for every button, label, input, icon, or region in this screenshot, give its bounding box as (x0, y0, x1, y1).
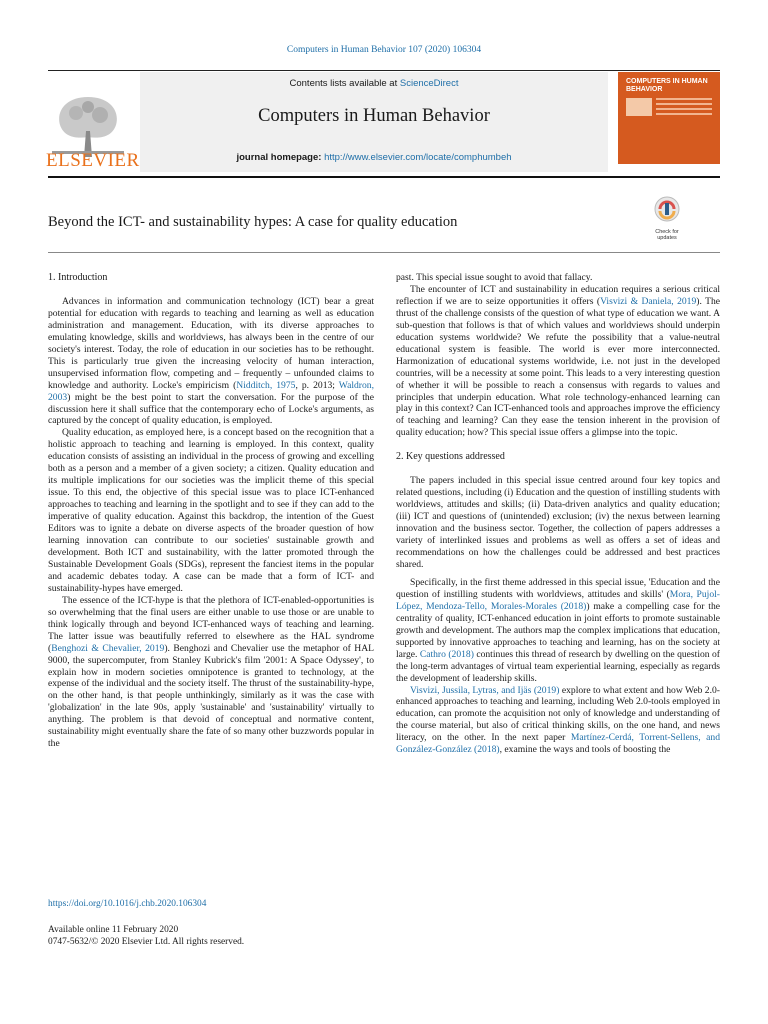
citation-link[interactable]: Visvizi, Jussila, Lytras, and Ijäs (2019) (410, 684, 560, 696)
paragraph: The papers included in this special issue centred around four key topics and related questions, including (i) Education and the question of instilling students with worldviews, attitudes and skills; (ii) Data-driven analytics and quality education; (iii) ICT and questions of (unintended) exclusion; (iv) the nexus between learning innovation and the business sector. Together, the collection of papers addresses a variety of interlinked issues and problems as well as offers a set of ideas and recommendations on how the challenges could be addressed and best practices shared. (396, 475, 721, 570)
sciencedirect-link[interactable]: ScienceDirect (399, 78, 459, 89)
contents-line (140, 78, 608, 89)
citation-link[interactable]: Visvizi & Daniela, 2019 (600, 295, 697, 307)
citation-link[interactable]: Mora, Pujol-López, Mendoza-Tello, Morales-Morales (2018) (396, 588, 720, 612)
citation-link[interactable]: Martínez-Cerdá, Torrent-Sellens, and González-González (2018) (396, 732, 721, 756)
paragraph: The essence of the ICT-hype is that the plethora of ICT-enabled-opportunities is so overwhelming that the final users are either unable to use those or are unable to think logically through and beyond ICT-enhanced ways of teaching and learning. The latter issue was beautifully referred to elsewhere as the HAL syndrome (Benghozi & Chevalier, 2019). Benghozi and Chevalier use the metaphor of HAL 9000, the supercomputer, from Stanley Kubrick's film '2001: A Space Odyssey', to explain how in modern societies omnipotence is granted to technology, at the expense of the individual and the society itself. The thrust of the sustainability-hype, on the other hand, is that people unthinkingly, similarly as it was the case with 'globalization' in the late 90s, apply 'sustainable' and 'sustainability' virtually to anything. The problem is that devoid of conceptual and normative content, sustainability might eventually share the fate of so many other buzzwords popular in the (48, 594, 374, 750)
cover-image-block (626, 98, 652, 116)
citation-link[interactable]: Waldron, 2003 (48, 379, 374, 403)
journal-citation-link[interactable]: Computers in Human Behavior 107 (2020) 106304 (286, 45, 482, 55)
doi-link[interactable]: https://doi.org/10.1016/j.chb.2020.106304 (48, 899, 207, 909)
citation-link[interactable]: Cathro (2018) (419, 648, 474, 660)
copyright-notice: 0747-5632/© 2020 Elsevier Ltd. All rights reserved. (48, 937, 245, 947)
homepage-label: journal homepage: (236, 152, 322, 163)
check-updates-label: Check for updates (655, 229, 679, 241)
header-top-rule (48, 70, 720, 71)
journal-homepage (140, 152, 608, 163)
cover-text-lines (656, 98, 712, 118)
citation-link[interactable]: Nidditch, 1975 (236, 379, 296, 391)
journal-cover-thumbnail[interactable] (618, 72, 720, 164)
section-heading-key-questions: 2. Key questions addressed (396, 451, 505, 463)
available-online: Available online 11 February 2020 (48, 925, 179, 935)
paragraph: Specifically, in the first theme addressed in this special issue, 'Education and the question of instilling students with worldviews, attitudes and skills' (Mora, Pujol-López, Mendoza-Tello, Morales-Morales (2018)) make a compelling case for the centrality of quality, ICT-enhanced education in joint efforts to promote sustainable growth and development. The authors map the complex implications that education, supported by innovative approaches to teaching and learning, has on the society at large. Cathro (2018) continues this thread of research by dwelling on the question of the long-term advantages of virtual team experiential learning, especially as regards the development of leadership skills. (396, 576, 721, 684)
paragraph: Quality education, as employed here, is a concept based on the recognition that a holistic approach to teaching and learning is employed. In this context, quality education consists of assisting an individual in the process of growing and excelling both as a person and a member of a given society; a citizen. Quality education and its multiple implications for our societies was the implicit theme of this special issue. To this end, the objective of this special issue was to place ICT-enhanced approaches to teaching and learning in the spotlight and to see if they can add to the imperative of quality education. Against this backdrop, the intention of the Guest Editors was to ignite a debate on diverse aspects of the broader question of how learning innovation can contribute to our societies' sustainable growth and development. Both ICT and sustainability, with the latter promoted through the Sustainable Development Goals (SDGs), represent the fanciest items in the popular and academic debates today. A case can be made that a form of ICT- and sustainability-hypes have emerged. (48, 427, 374, 594)
masthead-bottom-rule (48, 176, 720, 178)
publisher-wordmark: ELSEVIER (46, 150, 140, 171)
check-updates-icon (650, 196, 684, 224)
paragraph: Advances in information and communication technology (ICT) bear a great potential for education with regards to teaching and learning as well as education administration and management. Education, with its diverse approaches to emulating knowledge, skills and worldviews, has always been in the centre of our society's interest. Today, the role of education in our societies has to be rethought. This is particularly true given the increasing velocity of human interaction, unsupervised information flow, competing and – frequently – unfounded claims to knowledge and authority. Locke's empiricism (Nidditch, 1975, p. 2013; Waldron, 2003) might be the best point to start the conversation. For the purpose of the discussion here it shall suffice that the contemporary echo of Locke's arguments, as captured by the concept of quality education, is employed. (48, 295, 374, 427)
paragraph: The encounter of ICT and sustainability in education requires a serious critical reflection if we are to seize opportunities it offers (Visvizi & Daniela, 2019). The thrust of the challenge consists of the question of what type of education we want. A sub-question that follows is that of which values and worldviews should underpin education systems worldwide? We refute the possibility that a value-neutral educational system is feasible. The world is ever more interconnected. Harmonization of educational systems worldwide, i.e. not just in the developed countries, will be a necessity at some point. This leads to a very interesting question of whether it will be possible to reach a consensus with regards to values and principles that underpin education. What role technology-enhanced learning can play in this context? Can ICT-enhanced tools and approaches improve the efficiency of teaching and learning? Can they ease the tension inherent in the provision of quality education; how? This special issue offers a glimpse into the topic. (396, 283, 720, 439)
paragraph: Visvizi, Jussila, Lytras, and Ijäs (2019) explore to what extent and how Web 2.0-enhanced approaches to teaching and learning, including Web 2.0-tools employed in education, can promote the acquisition not only of knowledge and understanding of the course material, but also of critical thinking skills, on the one hand, and news literacy, on the other. In the next paper Martínez-Cerdá, Torrent-Sellens, and González-González (2018), examine the ways and tools of boosting the (396, 684, 721, 756)
paragraph: past. This special issue sought to avoid that fallacy. (396, 272, 593, 283)
check-for-updates-badge[interactable] (650, 196, 684, 241)
section-heading-introduction: 1. Introduction (48, 272, 108, 283)
journal-title: Computers in Human Behavior (258, 106, 490, 126)
left-column (48, 272, 374, 750)
cover-title: COMPUTERS IN HUMAN BEHAVIOR (626, 78, 708, 93)
homepage-link[interactable]: http://www.elsevier.com/locate/comphumbeh (324, 152, 512, 163)
article-title: Beyond the ICT- and sustainability hypes: A case for quality education (48, 214, 458, 230)
title-rule (48, 252, 720, 253)
right-column (396, 272, 720, 756)
contents-prefix: Contents lists available at (289, 78, 400, 89)
citation-link[interactable]: Benghozi & Chevalier, 2019 (51, 642, 165, 654)
